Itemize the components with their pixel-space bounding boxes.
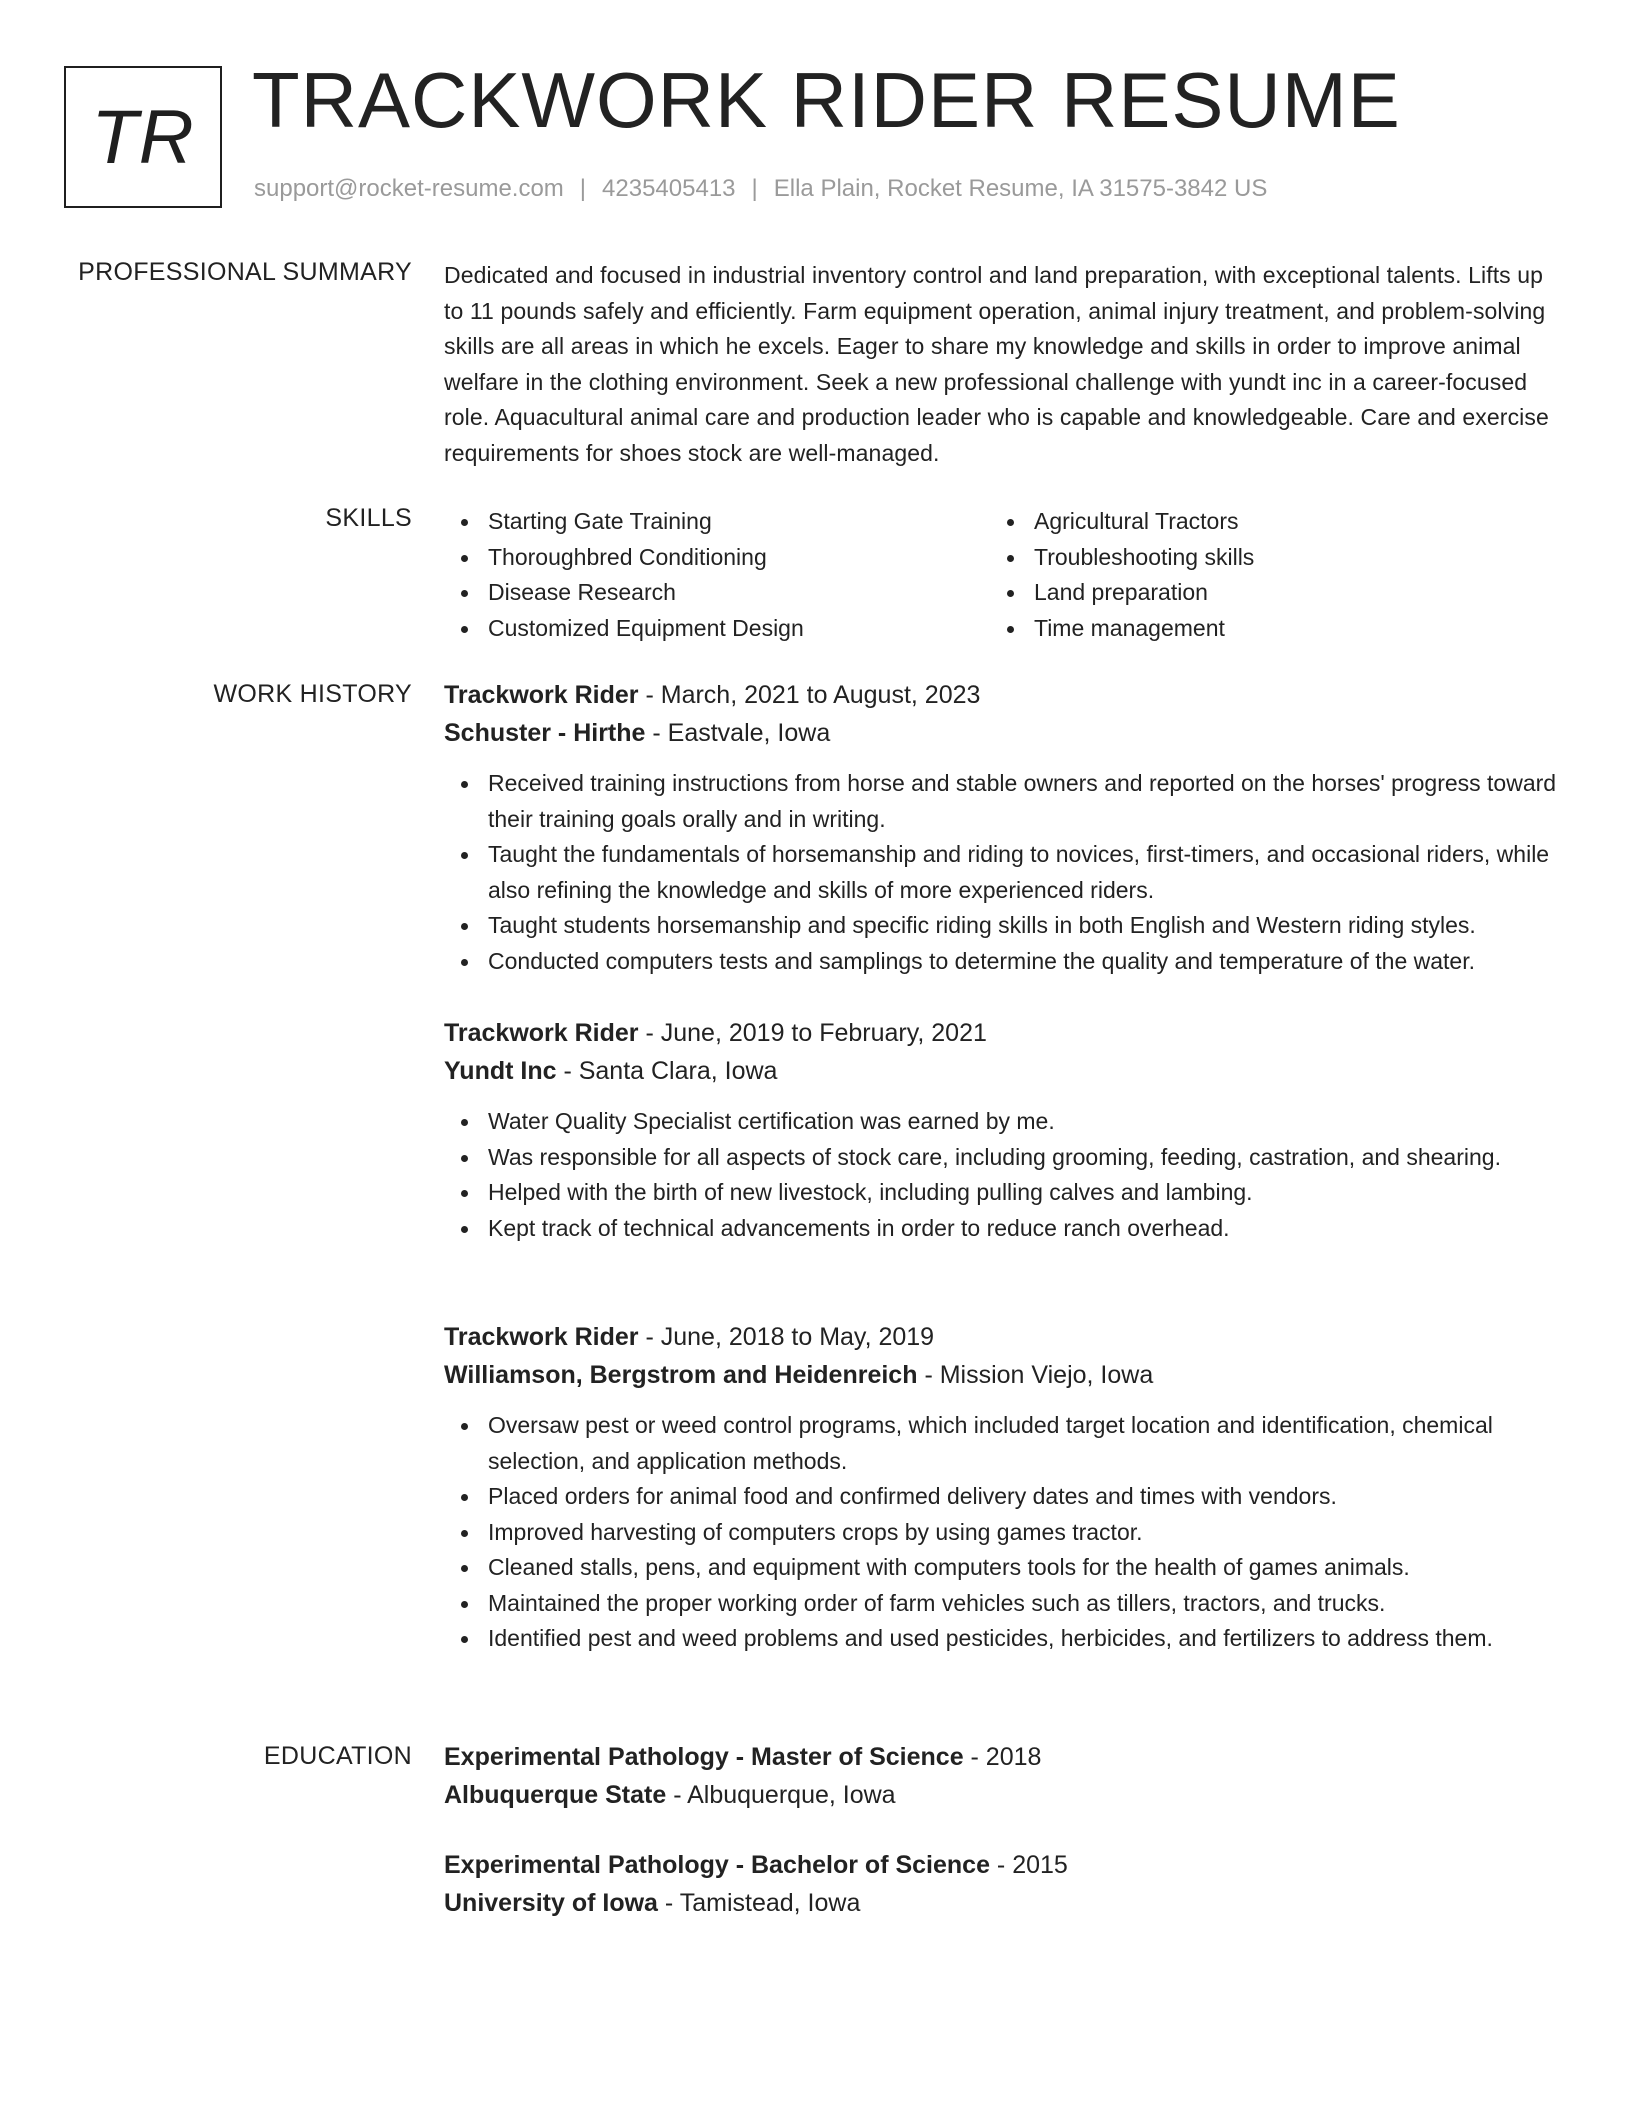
skills-list	[444, 504, 1564, 646]
monogram-box	[64, 66, 222, 208]
education-school-line	[444, 1884, 1564, 1922]
job-bullet: Received training instructions from horse and stable owners and reported on the horses' progress toward their training goals orally and in writing.	[444, 766, 1564, 837]
skill-item: Agricultural Tractors	[990, 504, 1536, 540]
education-entry	[444, 1846, 1564, 1922]
skill-item: Customized Equipment Design	[444, 611, 990, 647]
section-label-skills: SKILLS	[325, 504, 412, 532]
job-bullet: Was responsible for all aspects of stock care, including grooming, feeding, castration, and shearing.	[444, 1140, 1564, 1176]
job-title: Trackwork Rider	[444, 1019, 639, 1047]
education-degree: Experimental Pathology - Master of Science	[444, 1743, 964, 1771]
job-title: Trackwork Rider	[444, 1323, 639, 1351]
education-school: Albuquerque State	[444, 1781, 667, 1809]
job-title-line	[444, 676, 1564, 714]
job-location: - Santa Clara, Iowa	[556, 1057, 778, 1085]
contact-address: Ella Plain, Rocket Resume, IA 31575-3842 US	[773, 175, 1268, 202]
education-location: - Tamistead, Iowa	[657, 1889, 861, 1917]
job-title-line	[444, 1014, 1564, 1052]
job-company: Schuster - Hirthe	[444, 719, 646, 747]
contact-line	[254, 175, 1267, 203]
job-bullet: Cleaned stalls, pens, and equipment with computers tools for the health of games animals.	[444, 1550, 1564, 1586]
contact-separator: |	[751, 175, 758, 202]
job-entry	[444, 1014, 1564, 1246]
education-school: University of Iowa	[444, 1889, 658, 1917]
job-company-line	[444, 1052, 1564, 1090]
education-year: - 2018	[963, 1743, 1042, 1771]
education-degree: Experimental Pathology - Bachelor of Science	[444, 1851, 990, 1879]
job-bullet: Water Quality Specialist certification was earned by me.	[444, 1104, 1564, 1140]
section-label-work: WORK HISTORY	[213, 680, 412, 708]
job-company-line	[444, 714, 1564, 752]
education-degree-line	[444, 1846, 1564, 1884]
job-bullets	[444, 1408, 1564, 1657]
skill-item: Land preparation	[990, 575, 1536, 611]
job-entry	[444, 1318, 1564, 1657]
summary-text: Dedicated and focused in industrial inventory control and land preparation, with exceptional talents. Lifts up to 11 pounds safely and efficiently. Farm equipment operation, animal injury treatment, and problem-solving skills are all areas in which he excels. Eager to share my knowledge and skills in order to improve animal welfare in the clothing environment. Seek a new professional challenge with yundt inc in a career-focused role. Aquacultural animal care and production leader who is capable and knowledgeable. Care and exercise requirements for shoes stock are well-managed.	[444, 262, 1549, 466]
education-degree-line	[444, 1738, 1564, 1776]
job-title: Trackwork Rider	[444, 681, 639, 709]
skill-item: Troubleshooting skills	[990, 540, 1536, 576]
job-bullet: Helped with the birth of new livestock, including pulling calves and lambing.	[444, 1175, 1564, 1211]
skill-item: Starting Gate Training	[444, 504, 990, 540]
monogram-initials: TR	[91, 94, 195, 180]
job-bullet: Kept track of technical advancements in order to reduce ranch overhead.	[444, 1211, 1564, 1247]
job-bullet: Improved harvesting of computers crops by using games tractor.	[444, 1515, 1564, 1551]
skill-item: Thoroughbred Conditioning	[444, 540, 990, 576]
job-dates: - June, 2019 to February, 2021	[638, 1019, 987, 1047]
job-bullet: Placed orders for animal food and confirmed delivery dates and times with vendors.	[444, 1479, 1564, 1515]
job-company: Yundt Inc	[444, 1057, 557, 1085]
section-label-education: EDUCATION	[263, 1742, 412, 1770]
page-title: TRACKWORK RIDER RESUME	[252, 56, 1401, 144]
job-location: - Eastvale, Iowa	[645, 719, 831, 747]
job-bullet: Taught the fundamentals of horsemanship and riding to novices, first-timers, and occasional riders, while also refining the knowledge and skills of more experienced riders.	[444, 837, 1564, 908]
job-title-line	[444, 1318, 1564, 1356]
education-school-line	[444, 1776, 1564, 1814]
contact-separator: |	[579, 175, 587, 202]
job-bullets	[444, 1104, 1564, 1246]
job-company-line	[444, 1356, 1564, 1394]
job-bullet: Oversaw pest or weed control programs, which included target location and identification, chemical selection, and application methods.	[444, 1408, 1564, 1479]
skills-column-left	[444, 504, 990, 646]
education-year: - 2015	[989, 1851, 1068, 1879]
education-location: - Albuquerque, Iowa	[666, 1781, 896, 1809]
education-entry	[444, 1738, 1564, 1814]
job-entry	[444, 676, 1564, 979]
contact-phone[interactable]: 4235405413	[602, 175, 736, 202]
skills-column-right	[990, 504, 1536, 646]
job-bullet: Maintained the proper working order of farm vehicles such as tillers, tractors, and trucks.	[444, 1586, 1564, 1622]
section-label-summary: PROFESSIONAL SUMMARY	[78, 258, 412, 286]
job-bullet: Identified pest and weed problems and used pesticides, herbicides, and fertilizers to address them.	[444, 1621, 1564, 1657]
contact-email[interactable]: support@rocket-resume.com	[254, 175, 564, 202]
job-dates: - June, 2018 to May, 2019	[638, 1323, 935, 1351]
job-dates: - March, 2021 to August, 2023	[638, 681, 981, 709]
skill-item: Time management	[990, 611, 1536, 647]
job-bullets	[444, 766, 1564, 979]
skill-item: Disease Research	[444, 575, 990, 611]
job-bullet: Taught students horsemanship and specific riding skills in both English and Western riding styles.	[444, 908, 1564, 944]
job-location: - Mission Viejo, Iowa	[917, 1361, 1154, 1389]
job-bullet: Conducted computers tests and samplings to determine the quality and temperature of the water.	[444, 944, 1564, 980]
job-company: Williamson, Bergstrom and Heidenreich	[444, 1361, 918, 1389]
